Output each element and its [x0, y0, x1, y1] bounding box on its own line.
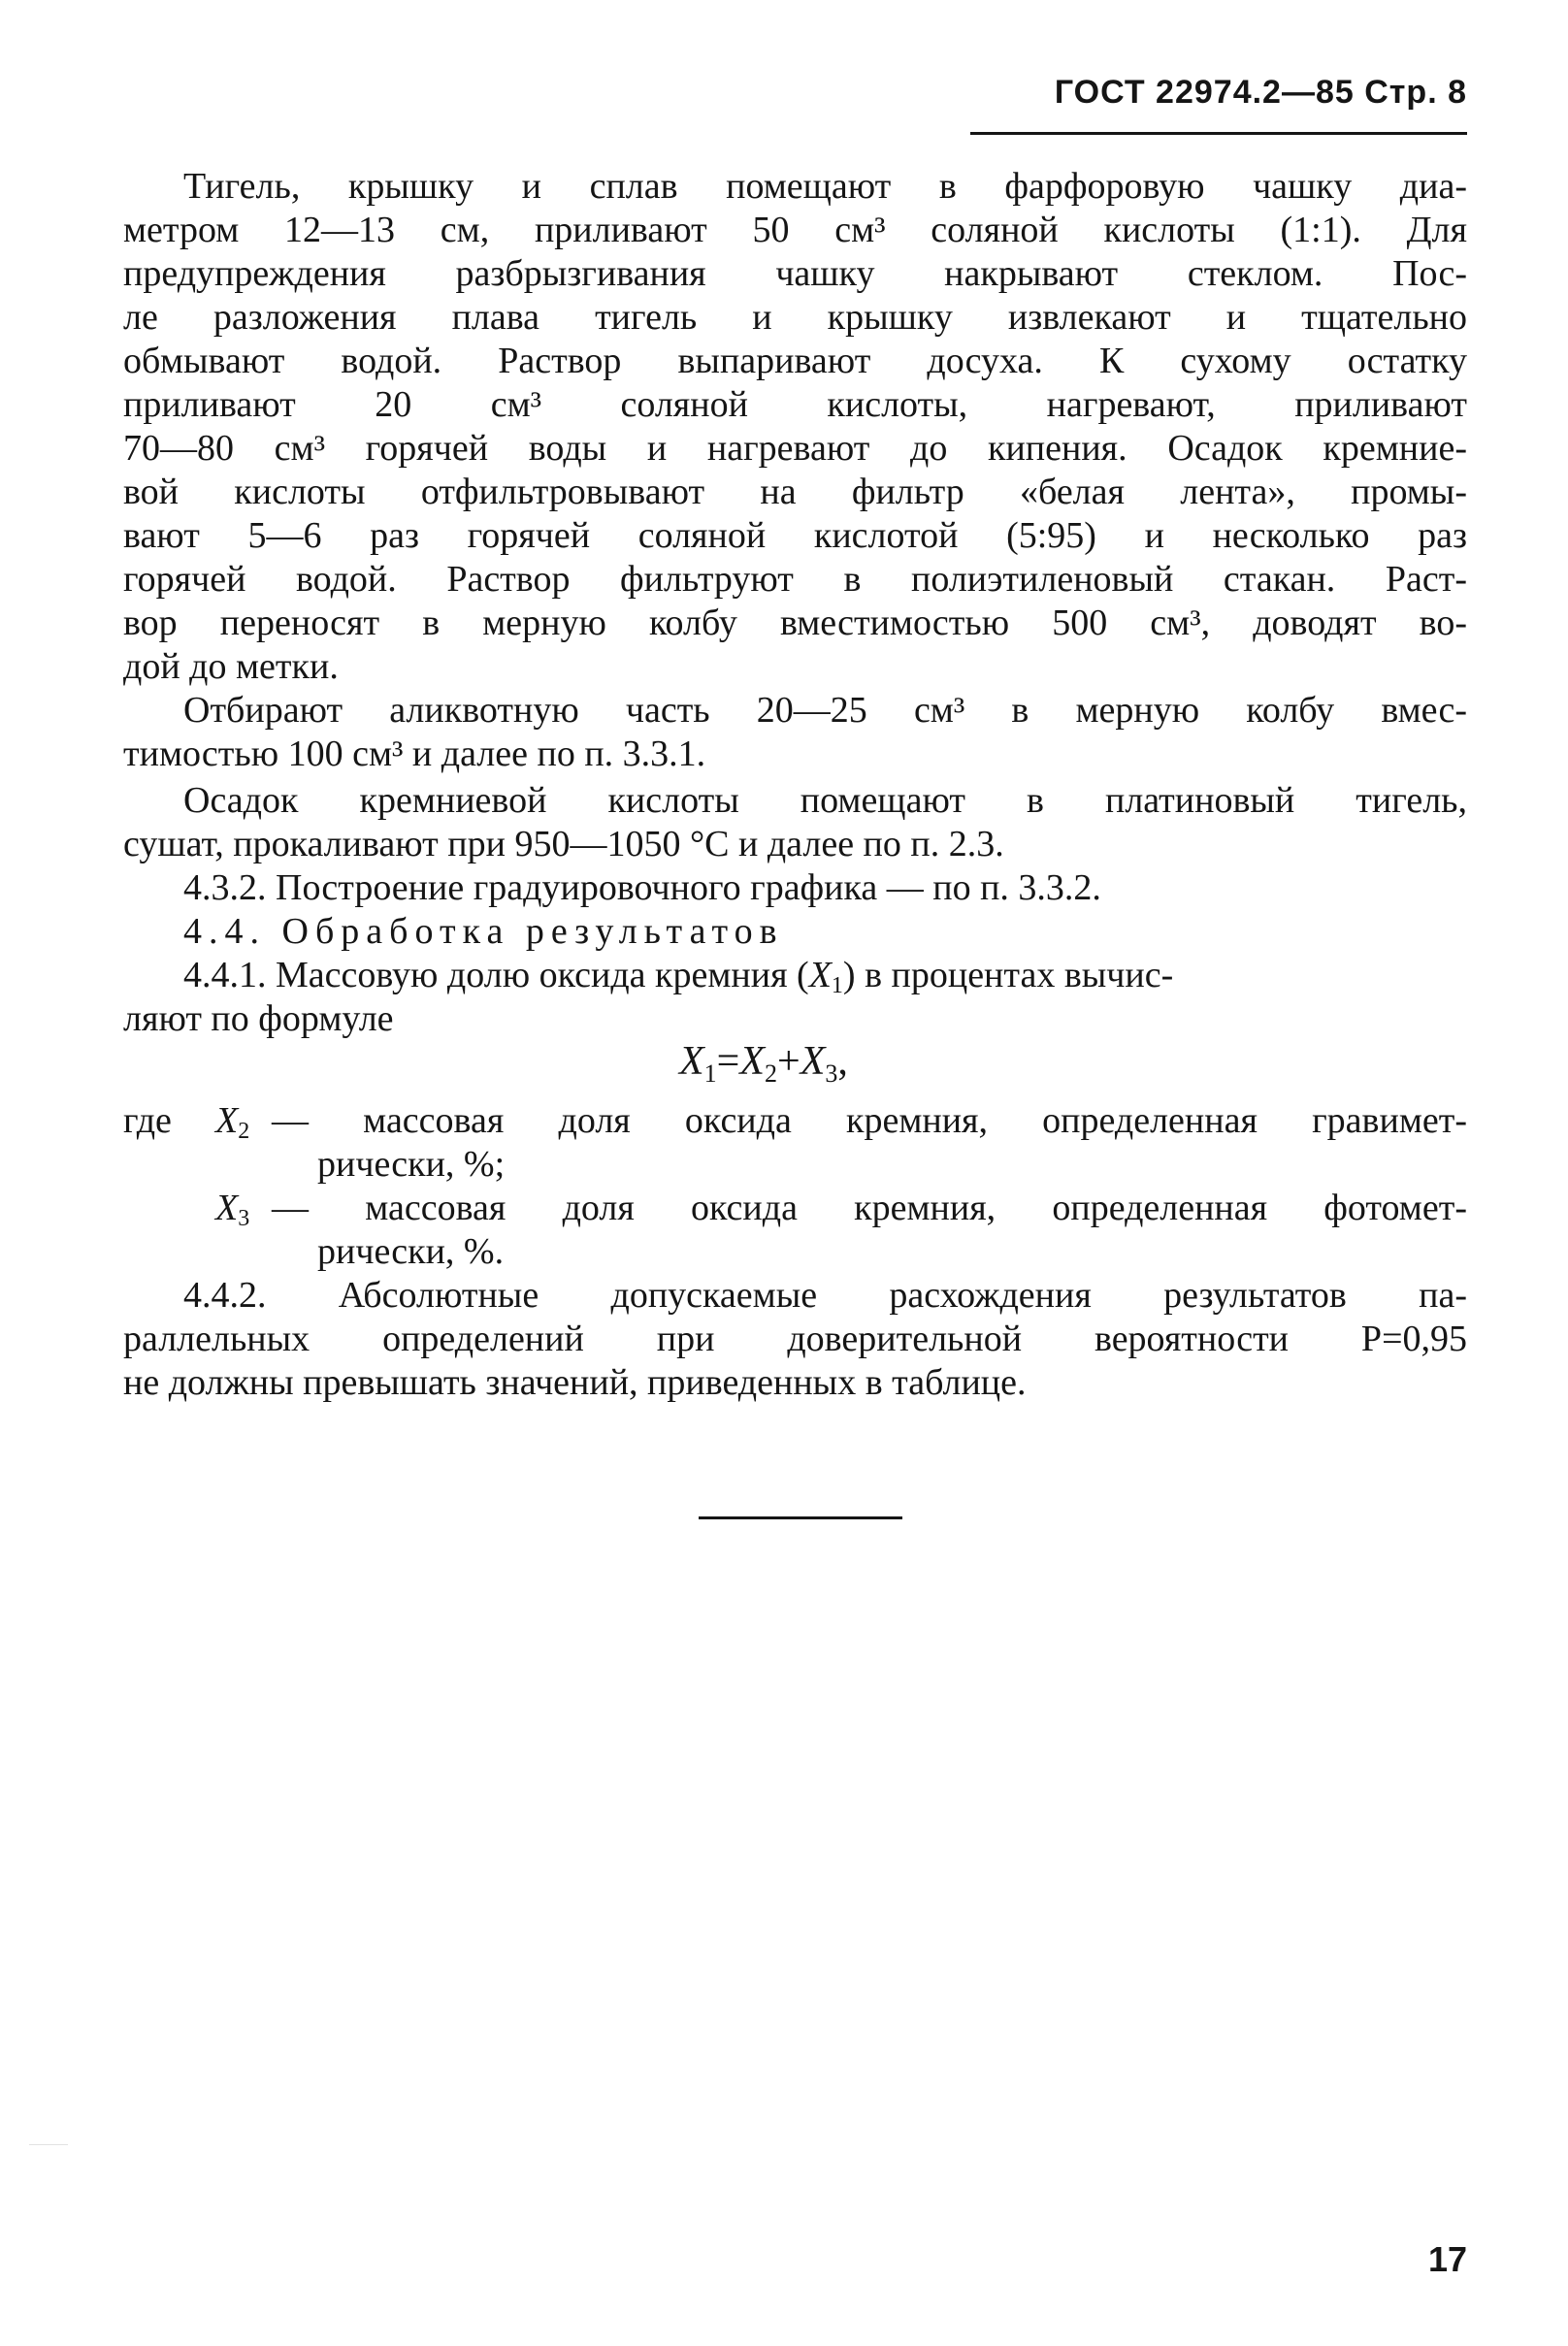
text-line: не должны превышать значений, приведенных в таблице.	[123, 1362, 1027, 1403]
section-divider	[699, 1516, 902, 1519]
variable-subscript: 1	[831, 973, 843, 998]
page-header	[970, 74, 1467, 135]
variable: X	[808, 955, 832, 995]
formula-plus: +	[777, 1039, 800, 1084]
text-line: метром 12—13 см, приливают 50 см³ соляной кислоты (1:1). Для	[123, 210, 1467, 250]
x3-definition-line2: рически, %.	[317, 1231, 505, 1272]
formula-lhs: X	[679, 1039, 704, 1084]
text-line: вают 5—6 раз горячей соляной кислотой (5:95) и несколько раз	[123, 515, 1467, 556]
text-line: Отбирают аликвотную часть 20—25 см³ в мерную колбу вмес-	[183, 690, 1467, 731]
text-line: 4.4.2. Абсолютные допускаемые расхождения результатов па-	[183, 1275, 1467, 1316]
x3-definition-line1: — массовая доля оксида кремния, определенная фотомет-	[272, 1188, 1467, 1228]
formula-term2-sub: 3	[825, 1059, 838, 1088]
page-number: 17	[1427, 2239, 1467, 2279]
formula-term2: X	[800, 1039, 826, 1084]
clause-text: 4.4.1. Массовую долю оксида кремния (X1) в процентах вычис-	[183, 955, 1174, 998]
formula-lhs-sub: 1	[703, 1059, 717, 1088]
formula-term1: X	[739, 1039, 765, 1084]
formula-eq: =	[716, 1039, 740, 1084]
text-line: горячей водой. Раствор фильтруют в полиэтиленовый стакан. Раст-	[123, 559, 1467, 600]
formula-term1-sub: 2	[765, 1059, 777, 1088]
text-line: ле разложения плава тигель и крышку извлекают и тщательно	[123, 297, 1467, 338]
text-line: приливают 20 см³ соляной кислоты, нагревают, приливают	[123, 384, 1467, 425]
formula-trail: ,	[837, 1039, 848, 1084]
text-line: тимостью 100 см³ и далее по п. 3.3.1.	[123, 733, 706, 774]
clause-4-3-2: 4.3.2. Построение градуировочного графика — по п. 3.3.2.	[183, 867, 1101, 908]
x3-symbol: X3	[215, 1188, 250, 1231]
text-line: Тигель, крышку и сплав помещают в фарфоровую чашку диа-	[183, 166, 1467, 207]
x2-definition-line2: рически, %;	[317, 1144, 506, 1185]
text-line: обмывают водой. Раствор выпаривают досуха. К сухому остатку	[123, 341, 1467, 381]
x2-symbol: X2	[215, 1100, 250, 1144]
where-label: где	[123, 1100, 172, 1141]
text-line: 70—80 см³ горячей воды и нагревают до кипения. Осадок кремние-	[123, 428, 1467, 469]
text-line: предупреждения разбрызгивания чашку накрывают стеклом. Пос-	[123, 253, 1467, 294]
formula	[679, 1038, 848, 1089]
text-line: ляют по формуле	[123, 998, 394, 1039]
text-line: вой кислоты отфильтровывают на фильтр «белая лента», промы-	[123, 472, 1467, 512]
header-title: ГОСТ 22974.2—85 Стр. 8	[1054, 74, 1467, 111]
text-line: раллельных определений при доверительной вероятности P=0,95	[123, 1319, 1467, 1359]
text-line: дой до метки.	[123, 646, 339, 687]
scan-mark	[29, 2144, 68, 2145]
text-line: Осадок кремниевой кислоты помещают в платиновый тигель,	[183, 780, 1467, 821]
section-heading-4-4: 4.4. Обработка результатов	[183, 911, 784, 952]
text-line: сушат, прокаливают при 950—1050 °С и далее по п. 2.3.	[123, 824, 1004, 864]
x2-definition-line1: — массовая доля оксида кремния, определенная гравимет-	[272, 1100, 1467, 1141]
text-line: вор переносят в мерную колбу вместимостью 500 см³, доводят во-	[123, 603, 1467, 643]
